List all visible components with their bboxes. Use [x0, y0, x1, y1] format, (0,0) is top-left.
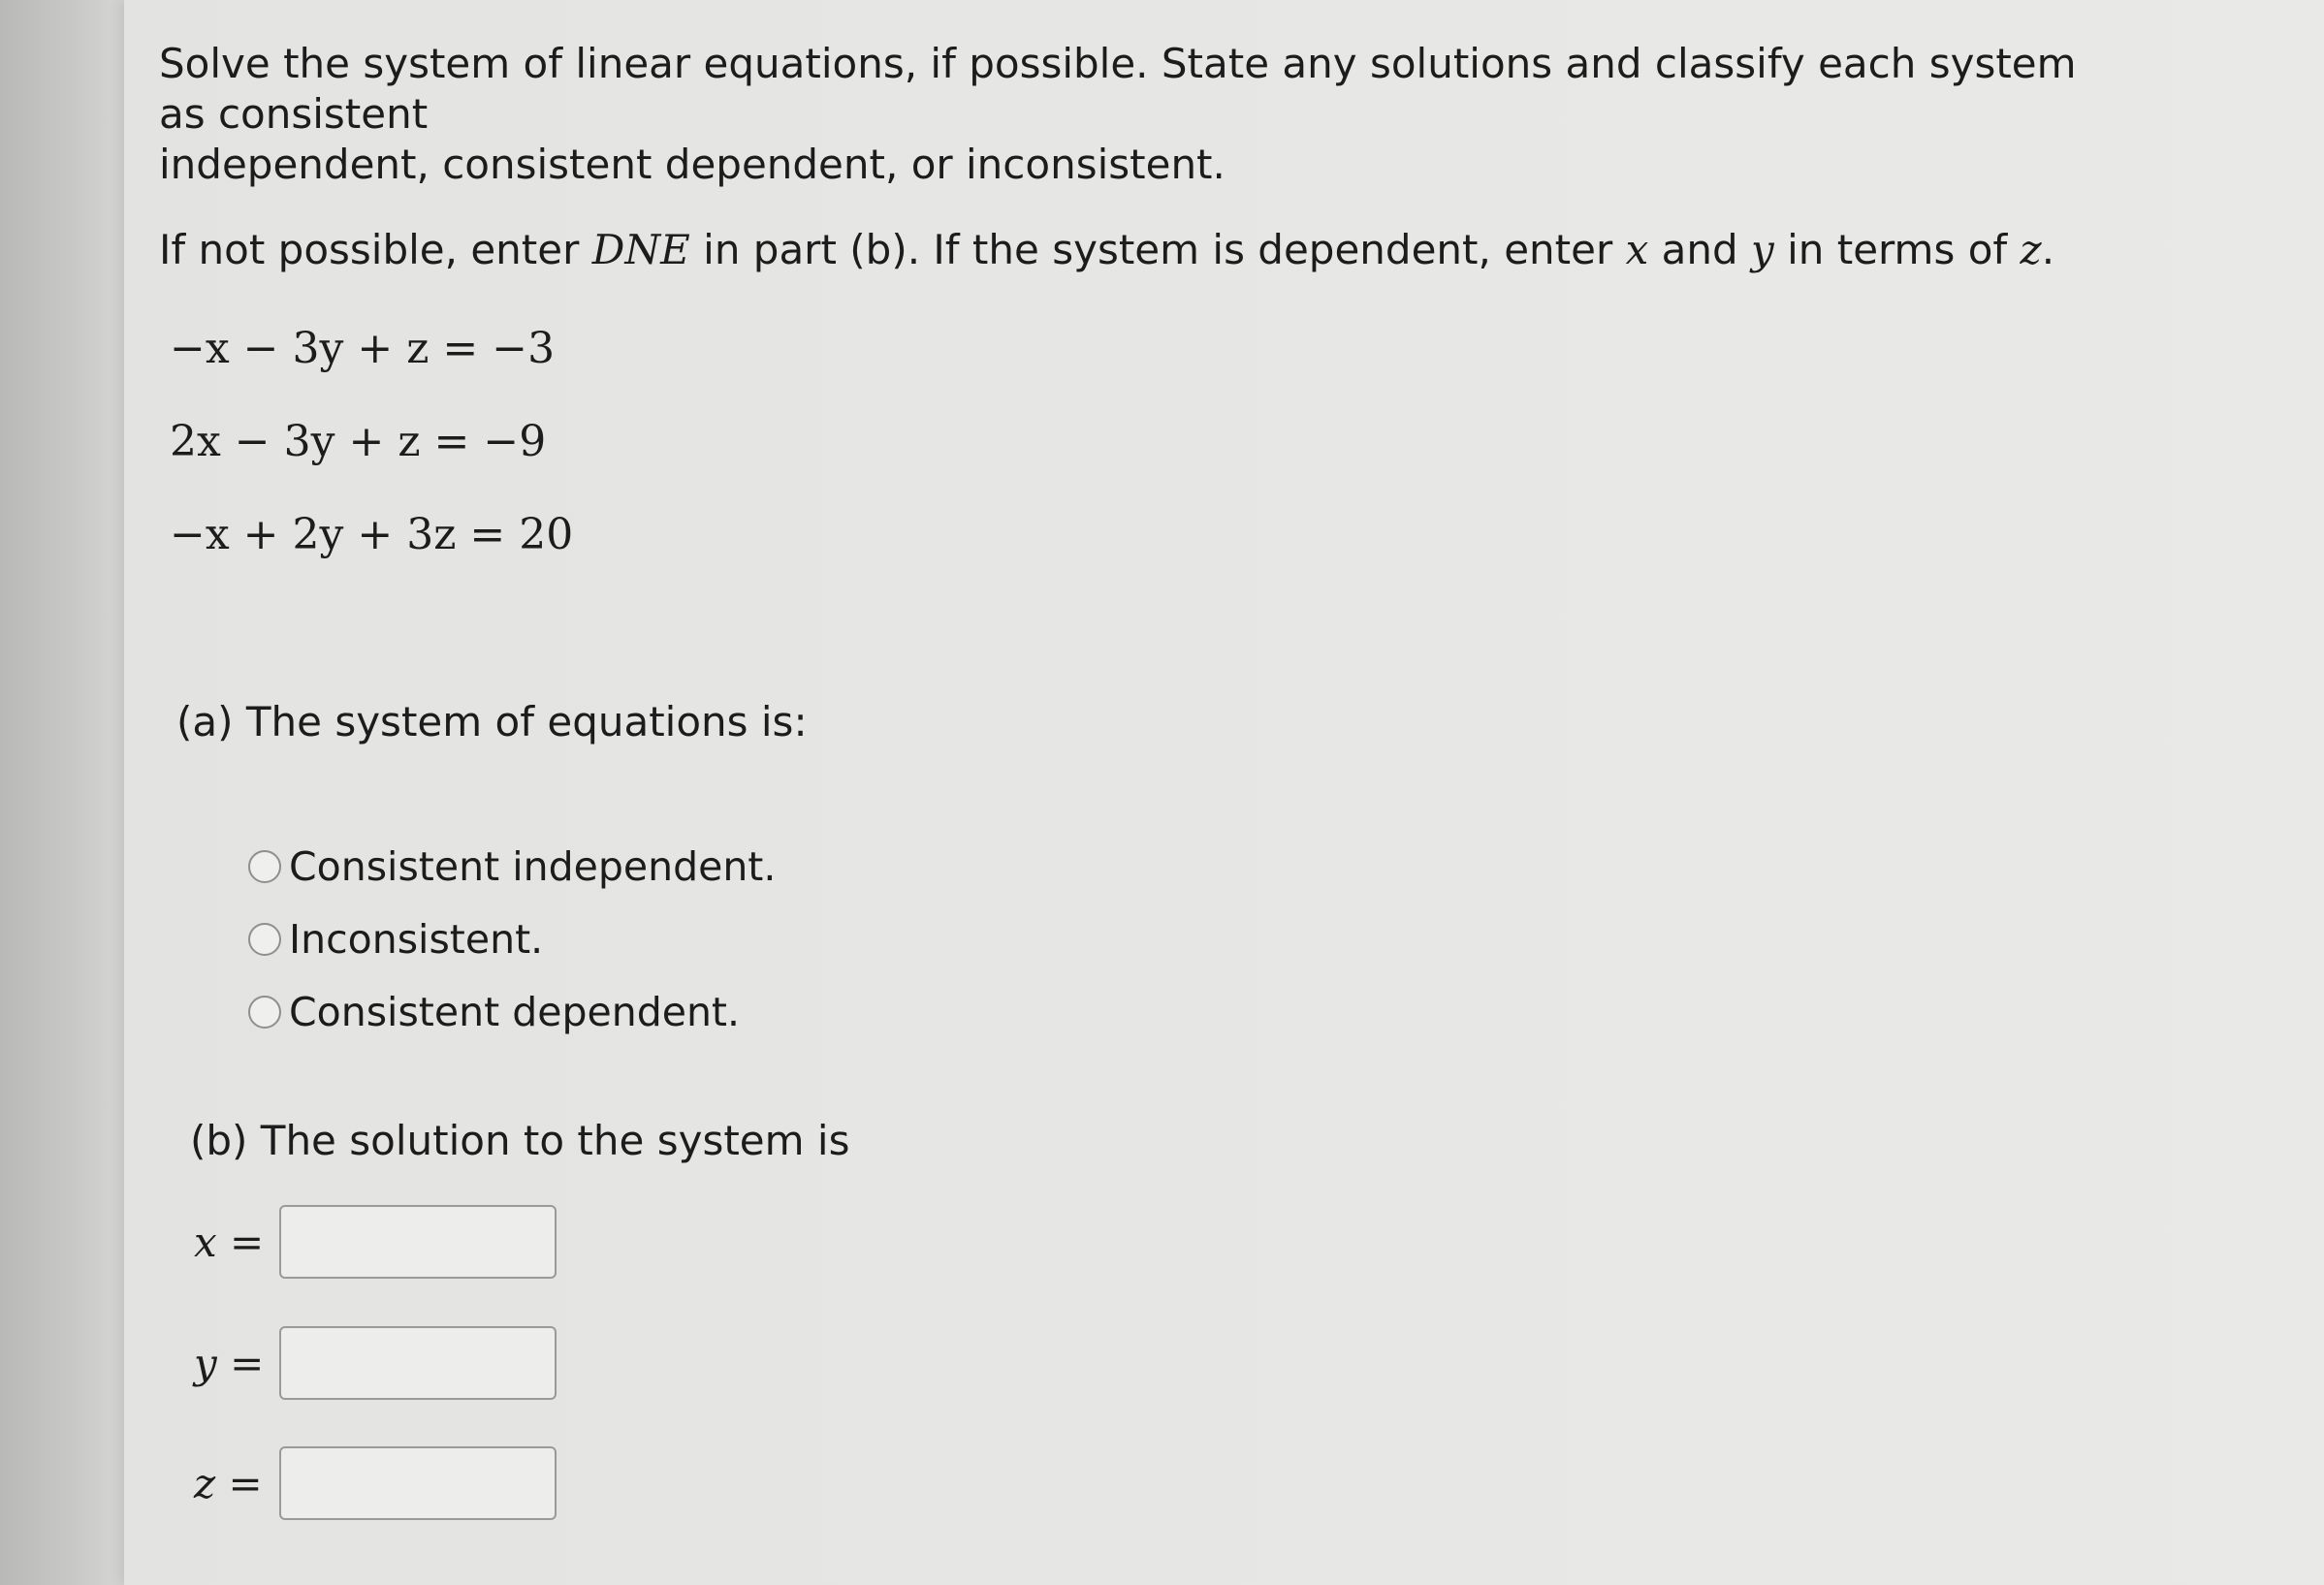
page-edge-shadow: [0, 0, 124, 1585]
period: .: [2041, 226, 2055, 273]
part-b-title: (b) The solution to the system is: [190, 1117, 850, 1164]
dne-instruction: [159, 225, 2098, 275]
variable-x: x: [1625, 226, 1649, 273]
instruction-line-1: Solve the system of linear equations, if possible. State any solutions and classify each system as consistent: [159, 40, 2077, 138]
question-instructions: [159, 39, 2098, 310]
variable-z: z: [2020, 226, 2042, 273]
radio-button[interactable]: [248, 923, 281, 956]
equation-3: −x + 2y + 3z = 20: [170, 510, 574, 559]
y-answer-row: [194, 1326, 557, 1400]
classification-options: [248, 830, 776, 1048]
z-answer-row: [194, 1446, 557, 1520]
dne-symbol: DNE: [591, 226, 690, 273]
y-label: y =: [194, 1339, 265, 1387]
radio-button[interactable]: [248, 850, 281, 883]
dne-prefix: If not possible, enter: [159, 226, 592, 273]
equation-1: −x − 3y + z = −3: [170, 324, 556, 373]
equation-system: [170, 320, 573, 599]
variable-y: y: [1751, 226, 1774, 273]
y-answer-input[interactable]: [279, 1326, 557, 1400]
equation-2: 2x − 3y + z = −9: [170, 417, 547, 466]
option-inconsistent[interactable]: [248, 903, 776, 975]
option-label: Inconsistent.: [289, 915, 544, 963]
z-answer-input[interactable]: [279, 1446, 557, 1520]
option-label: Consistent dependent.: [289, 988, 741, 1035]
z-label: z =: [194, 1459, 263, 1507]
option-label: Consistent independent.: [289, 842, 777, 890]
option-consistent-independent[interactable]: [248, 830, 776, 903]
x-answer-row: [194, 1205, 557, 1279]
and-text: and: [1648, 226, 1751, 273]
terms-text: in terms of: [1773, 226, 2021, 273]
instruction-line-2: independent, consistent dependent, or inconsistent.: [159, 141, 1226, 188]
dne-middle: in part (b). If the system is dependent, enter: [689, 226, 1626, 273]
option-consistent-dependent[interactable]: [248, 975, 776, 1048]
instruction-paragraph: [159, 39, 2098, 190]
x-answer-input[interactable]: [279, 1205, 557, 1279]
part-a-title: (a) The system of equations is:: [176, 698, 808, 745]
radio-button[interactable]: [248, 996, 281, 1029]
x-label: x =: [194, 1218, 265, 1266]
